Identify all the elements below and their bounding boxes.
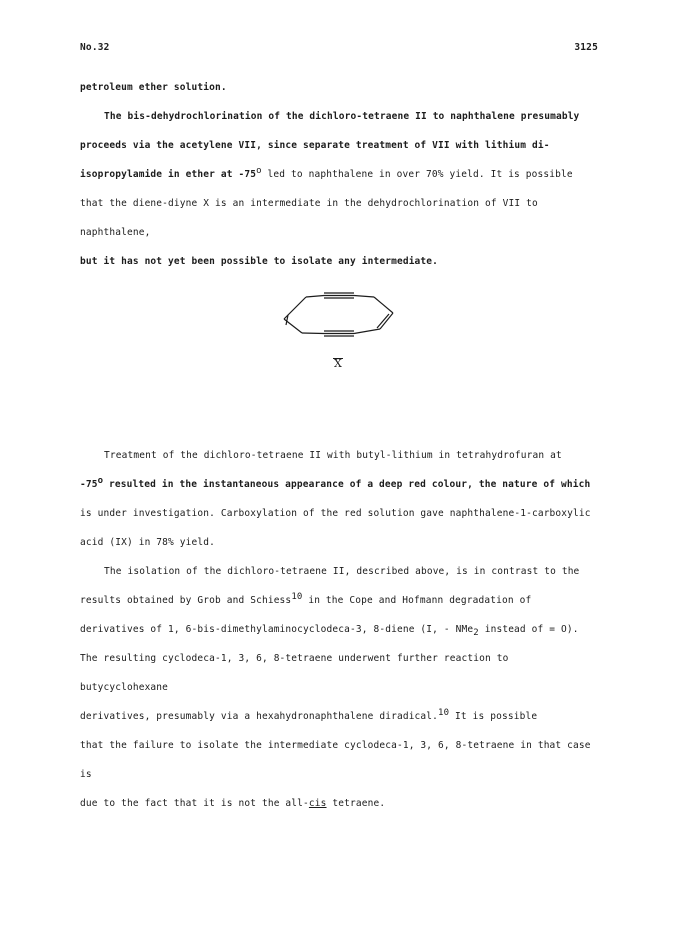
text-line: The resulting cyclodeca-1, 3, 6, 8-tetraene underwent further reaction to butycyclohexane [80, 653, 509, 693]
diene-diyne-structure [280, 283, 400, 353]
text-block-top [80, 73, 600, 276]
journal-issue: No.32 [80, 42, 110, 53]
text-line: results obtained by Grob and Schiess$^{10}$ in the Cope and Hofmann degradation of [80, 591, 532, 606]
text-line: The isolation of the dichloro-tetraene II, described above, is in contrast to the [104, 566, 580, 577]
text-line: isopropylamide in ether at -75$^o$ led to naphthalene in over 70% yield. It is possible [80, 165, 573, 180]
text-line: -75$^o$ resulted in the instantaneous appearance of a deep red colour, the nature of which [80, 475, 591, 490]
compound-label: X [334, 357, 342, 370]
para-continuation: petroleum ether solution. [80, 82, 227, 93]
text-block-bottom [80, 441, 600, 818]
text-line: that the diene-diyne X is an intermediate in the dehydrochlorination of VII to naphthalene, [80, 198, 538, 238]
text-line: proceeds via the acetylene VII, since separate treatment of VII with lithium di- [80, 140, 550, 151]
text-line: is under investigation. Carboxylation of the red solution gave naphthalene-1-carboxylic [80, 508, 591, 519]
text-line: derivatives, presumably via a hexahydronaphthalene diradical.$^{10}$ It is possible [80, 707, 538, 722]
text-line: but it has not yet been possible to isolate any intermediate. [80, 256, 439, 267]
paragraph-dehydrochlorination [80, 102, 600, 276]
paragraph-isolation [80, 557, 600, 818]
reference-marker: 10 [438, 707, 450, 718]
text-line: Treatment of the dichloro-tetraene II with butyl-lithium in tetrahydrofuran at [104, 450, 562, 461]
text-line: due to the fact that it is not the all-cis tetraene. [80, 798, 386, 809]
text-line: acid (IX) in 78% yield. [80, 537, 215, 548]
paragraph-butyl-lithium [80, 441, 600, 557]
text-line: derivatives of 1, 6-bis-dimethylaminocyclodeca-3, 8-diene (I, - NMe$_2$ instead of = O). [80, 624, 579, 638]
reference-marker: 10 [291, 591, 303, 602]
text-line: that the failure to isolate the intermediate cyclodeca-1, 3, 6, 8-tetraene in that case is [80, 740, 591, 780]
page-number: 3125 [574, 42, 598, 53]
text-line: The bis-dehydrochlorination of the dichloro-tetraene II to naphthalene presumably [104, 111, 580, 122]
